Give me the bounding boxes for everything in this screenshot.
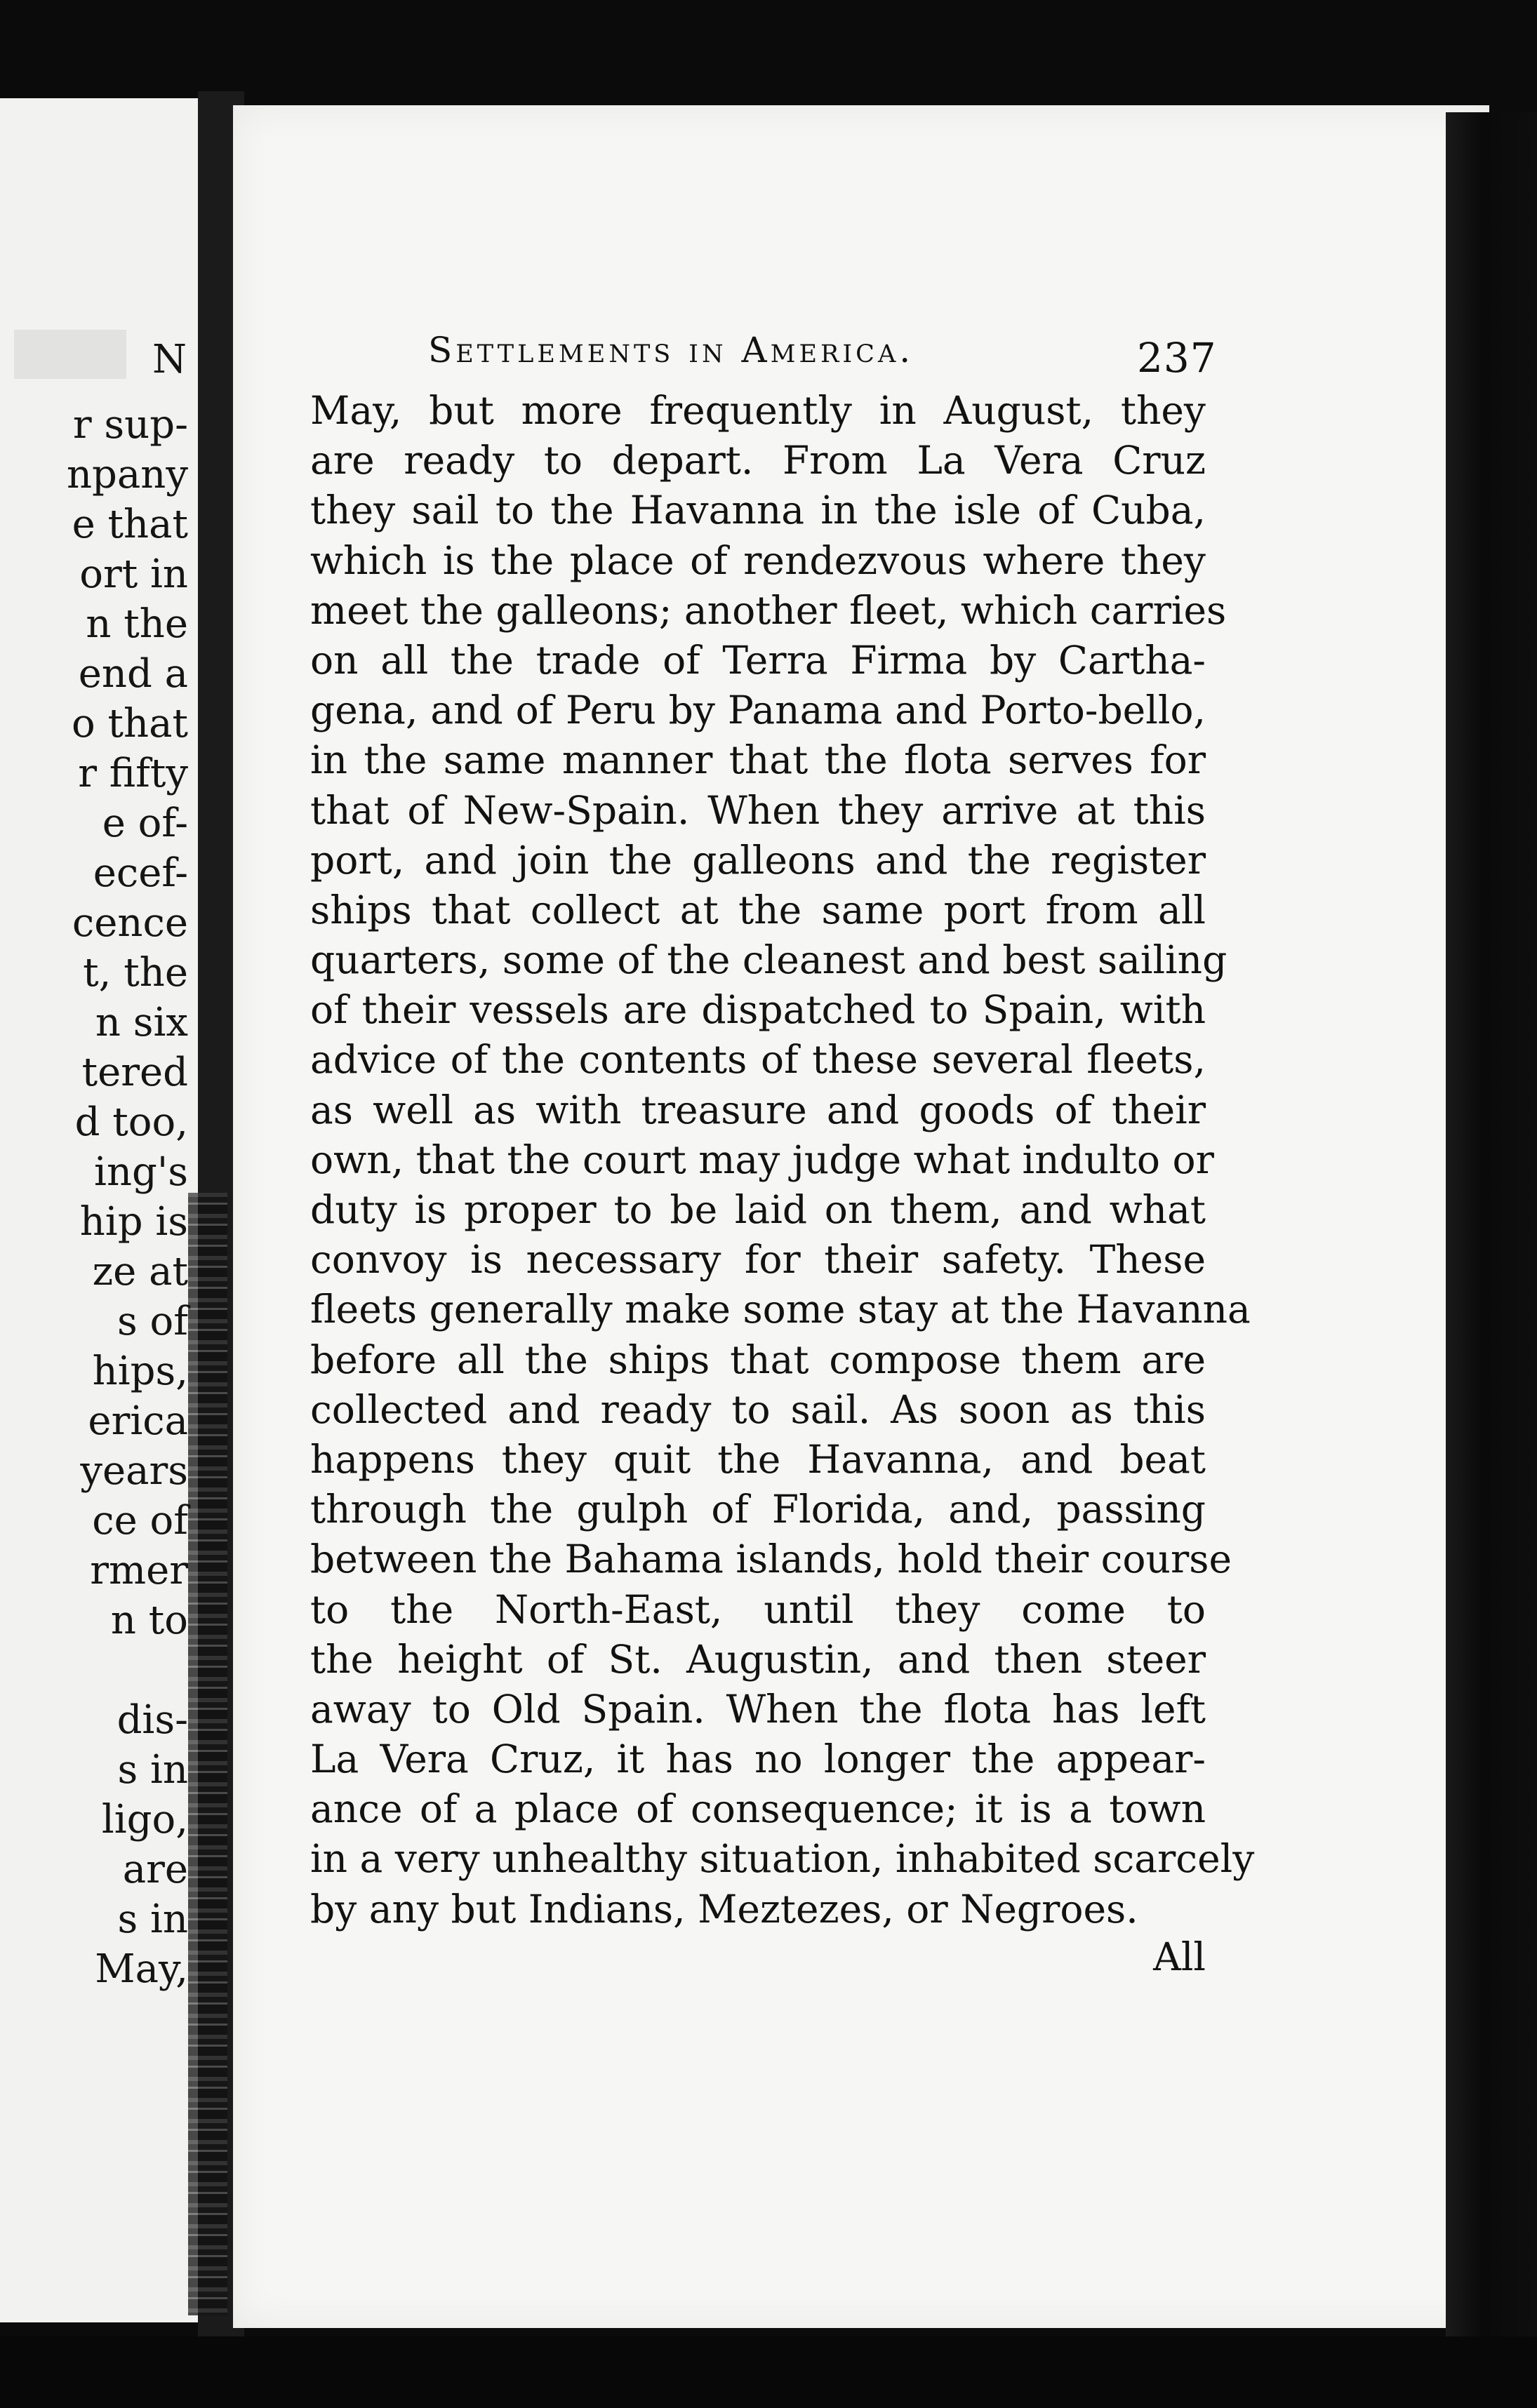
text-line: are ready to depart. From La Vera Cruz xyxy=(310,438,1206,483)
left-page-line: r sup- xyxy=(72,402,188,448)
text-line: quarters, some of the cleanest and best sailing xyxy=(310,937,1227,983)
left-page-line: end a xyxy=(78,651,188,697)
text-line: May, but more frequently in August, they xyxy=(310,388,1206,433)
left-page-line: n six xyxy=(95,1000,188,1045)
left-page-line: e that xyxy=(72,502,188,547)
left-page-line: n the xyxy=(86,601,188,647)
text-line: ships that collect at the same port from all xyxy=(310,887,1206,932)
text-line: before all the ships that compose them are xyxy=(310,1337,1206,1382)
text-line: that of New-Spain. When they arrive at this xyxy=(310,787,1206,833)
left-page-line: tered xyxy=(81,1050,188,1095)
catchword: All xyxy=(1153,1934,1206,1979)
left-page-line: ze at xyxy=(92,1249,188,1295)
left-page-line: hip is xyxy=(79,1199,188,1245)
text-line: they sail to the Havanna in the isle of Cuba, xyxy=(310,488,1206,533)
text-line: away to Old Spain. When the flota has left xyxy=(310,1686,1206,1732)
text-line: convoy is necessary for their safety. These xyxy=(310,1237,1206,1283)
left-page-fragment xyxy=(0,98,198,2322)
left-page-line: d too, xyxy=(74,1099,188,1145)
text-line: gena, and of Peru by Panama and Porto-bello, xyxy=(310,688,1206,733)
text-line: duty is proper to be laid on them, and what xyxy=(310,1187,1206,1232)
left-page-line: n to xyxy=(110,1598,188,1643)
left-page-line: erica xyxy=(88,1398,188,1444)
left-page-line: o that xyxy=(72,701,188,747)
text-line: collected and ready to sail. As soon as this xyxy=(310,1386,1206,1432)
left-page-line: dis- xyxy=(117,1697,188,1743)
left-page-line: cence xyxy=(72,900,188,946)
left-page-line: years xyxy=(80,1448,188,1494)
left-page-line: ort in xyxy=(79,551,188,597)
text-line: between the Bahama islands, hold their course xyxy=(310,1537,1232,1582)
page-number: 237 xyxy=(1137,334,1217,382)
left-page-line: ce of xyxy=(92,1498,188,1544)
text-line: of their vessels are dispatched to Spain, with xyxy=(310,987,1206,1033)
left-page-header: N xyxy=(152,337,188,382)
left-page-line: s in xyxy=(117,1897,188,1942)
text-line: port, and join the galleons and the register xyxy=(310,837,1206,883)
left-page-line: t, the xyxy=(83,950,188,996)
left-page-line: r fifty xyxy=(78,751,188,796)
left-page-line: s in xyxy=(117,1747,188,1793)
running-head-title: Settlements in America. xyxy=(428,330,914,370)
left-page-line: ecef- xyxy=(93,850,188,896)
left-page-line: rmer xyxy=(90,1548,188,1593)
page-edge-shadow xyxy=(1446,112,1537,2408)
body-text xyxy=(310,386,1255,1934)
left-page-line: e of- xyxy=(102,801,188,846)
text-line: happens they quit the Havanna, and beat xyxy=(310,1436,1206,1482)
text-line: through the gulph of Florida, and, passing xyxy=(310,1487,1206,1532)
left-page-line: ligo, xyxy=(101,1797,188,1842)
text-line: which is the place of rendezvous where they xyxy=(310,537,1206,583)
left-page-lines xyxy=(67,400,188,1994)
gutter-scan-noise xyxy=(188,1193,227,2315)
text-line: meet the galleons; another fleet, which carries xyxy=(310,587,1227,633)
page-text xyxy=(310,330,1255,1984)
left-page-line: are xyxy=(122,1847,188,1892)
text-line: ance of a place of consequence; it is a town xyxy=(310,1786,1206,1832)
bottom-scan-edge xyxy=(0,2336,1537,2408)
text-line: on all the trade of Terra Firma by Cartha- xyxy=(310,637,1206,683)
text-line: the height of St. Augustin, and then steer xyxy=(310,1636,1206,1682)
left-page-line: hips, xyxy=(92,1349,188,1394)
text-line: as well as with treasure and goods of their xyxy=(310,1087,1206,1132)
text-line: own, that the court may judge what indulto or xyxy=(310,1137,1214,1182)
text-line: advice of the contents of these several fleets, xyxy=(310,1037,1206,1083)
text-line: La Vera Cruz, it has no longer the appear- xyxy=(310,1737,1206,1782)
left-page-line: npany xyxy=(66,452,188,497)
left-page-line xyxy=(67,1645,188,1695)
text-line: in a very unhealthy situation, inhabited scarcely xyxy=(310,1836,1255,1882)
left-page-line: s of xyxy=(117,1299,188,1344)
left-page-line: May, xyxy=(95,1946,188,1992)
text-line: to the North-East, until they come to xyxy=(310,1586,1206,1632)
running-head xyxy=(428,330,1217,386)
text-line: by any but Indians, Meztezes, or Negroes. xyxy=(310,1886,1138,1932)
left-page-smudge xyxy=(14,330,126,379)
left-page-line: ing's xyxy=(94,1149,188,1195)
text-line: fleets generally make some stay at the Havanna xyxy=(310,1287,1251,1332)
text-line: in the same manner that the flota serves for xyxy=(310,737,1206,783)
